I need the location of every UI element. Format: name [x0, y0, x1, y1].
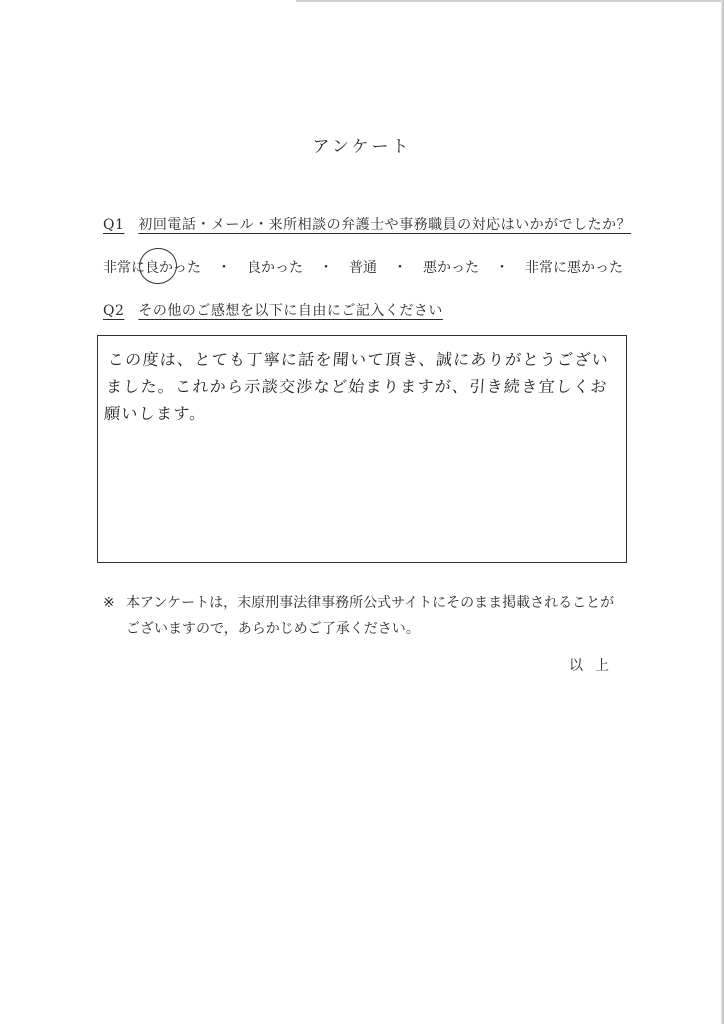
handwritten-answer: この度は、とても丁寧に話を聞いて頂き、誠にありがとうございました。これから示談交渉など始まりますが、引き続き宜しくお願いします。 — [103, 350, 610, 423]
option-separator: ・ — [393, 260, 407, 276]
question-number: Q2 — [103, 303, 125, 319]
option-very-good: 非常に良かった — [103, 260, 201, 276]
closing-mark: 以上 — [569, 658, 621, 674]
option-bad: 悪かった — [423, 260, 479, 276]
document-title: アンケート — [312, 137, 412, 157]
option-very-bad: 非常に悪かった — [525, 260, 623, 276]
free-answer-box — [97, 335, 627, 563]
option-good: 良かった — [247, 260, 303, 276]
question-number: Q1 — [103, 217, 125, 233]
question-1 — [103, 214, 631, 234]
option-separator: ・ — [495, 260, 509, 276]
question-text: 初回電話・メール・来所相談の弁護士や事務職員の対応はいかがでしたか？ — [138, 217, 632, 233]
note-mark: ※ — [103, 595, 115, 611]
option-separator: ・ — [319, 260, 333, 276]
publication-note — [103, 590, 628, 642]
note-text: 本アンケートは，末原刑事法律事務所公式サイトにそのまま掲載されることがございますので，あらかじめご了承ください。 — [126, 595, 615, 637]
selection-circle-mark — [137, 246, 180, 287]
question-2 — [103, 300, 443, 320]
option-average: 普通 — [349, 260, 377, 276]
question-text: その他のご感想を以下に自由にご記入ください — [138, 303, 443, 319]
option-separator: ・ — [217, 260, 231, 276]
scan-edge — [296, 0, 724, 2]
rating-options — [103, 257, 623, 277]
